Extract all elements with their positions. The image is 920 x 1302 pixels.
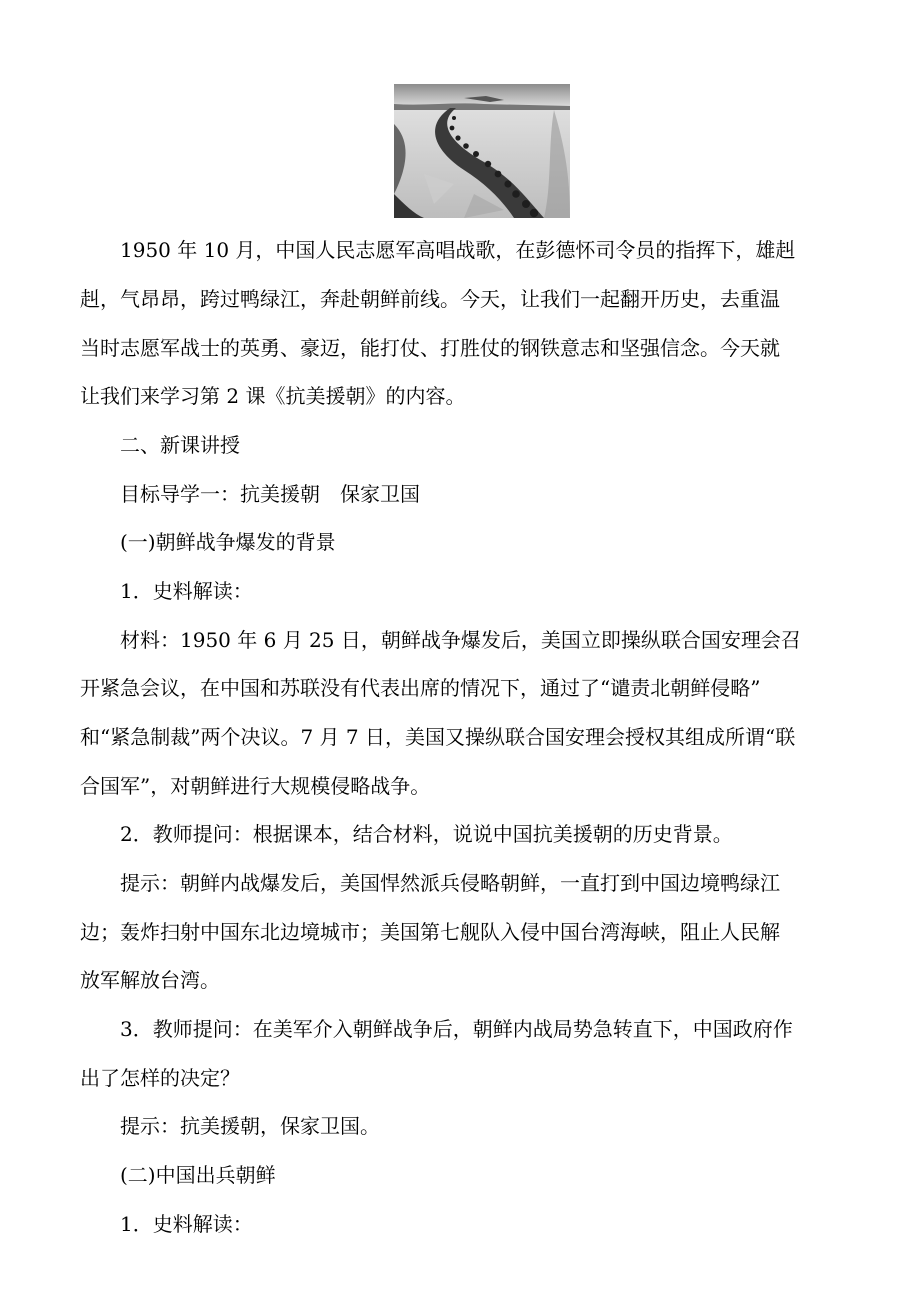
paragraph-line: 让我们来学习第 2 课《抗美援朝》的内容。	[80, 384, 466, 408]
list-item: 1．史料解读：	[120, 1212, 253, 1236]
paragraph-line: 放军解放台湾。	[80, 968, 220, 992]
paragraph-line: 材料：1950 年 6 月 25 日，朝鲜战争爆发后，美国立即操纵联合国安理会召	[120, 628, 801, 652]
volunteer-army-crossing-photo	[394, 84, 570, 218]
paragraph-line: 合国军”，对朝鲜进行大规模侵略战争。	[80, 774, 431, 798]
list-item: 2．教师提问：根据课本，结合材料，说说中国抗美援朝的历史背景。	[120, 822, 733, 846]
subsection-heading: 目标导学一：抗美援朝 保家卫国	[120, 482, 420, 506]
list-item: 1．史料解读：	[120, 579, 253, 603]
subsection-heading: (一)朝鲜战争爆发的背景	[120, 530, 336, 554]
paragraph-line: 赳，气昂昂，跨过鸭绿江，奔赴朝鲜前线。今天，让我们一起翻开历史，去重温	[80, 287, 780, 311]
paragraph-line: 开紧急会议，在中国和苏联没有代表出席的情况下，通过了“谴责北朝鲜侵略”	[80, 676, 761, 700]
paragraph-line: 和“紧急制裁”两个决议。7 月 7 日，美国又操纵联合国安理会授权其组成所谓“联	[80, 725, 796, 749]
paragraph-line: 1950 年 10 月，中国人民志愿军高唱战歌，在彭德怀司令员的指挥下，雄赳	[120, 238, 796, 262]
paragraph-line: 提示：朝鲜内战爆发后，美国悍然派兵侵略朝鲜，一直打到中国边境鸭绿江	[120, 871, 780, 895]
section-heading: 二、新课讲授	[120, 433, 240, 457]
paragraph-line: 出了怎样的决定？	[80, 1066, 240, 1090]
subsection-heading: (二)中国出兵朝鲜	[120, 1163, 276, 1187]
list-item: 3．教师提问：在美军介入朝鲜战争后，朝鲜内战局势急转直下，中国政府作	[120, 1017, 793, 1041]
paragraph-line: 边；轰炸扫射中国东北边境城市；美国第七舰队入侵中国台湾海峡，阻止人民解	[80, 920, 780, 944]
paragraph-line: 当时志愿军战士的英勇、豪迈，能打仗、打胜仗的钢铁意志和坚强信念。今天就	[80, 336, 780, 360]
paragraph-line: 提示：抗美援朝，保家卫国。	[120, 1114, 380, 1138]
